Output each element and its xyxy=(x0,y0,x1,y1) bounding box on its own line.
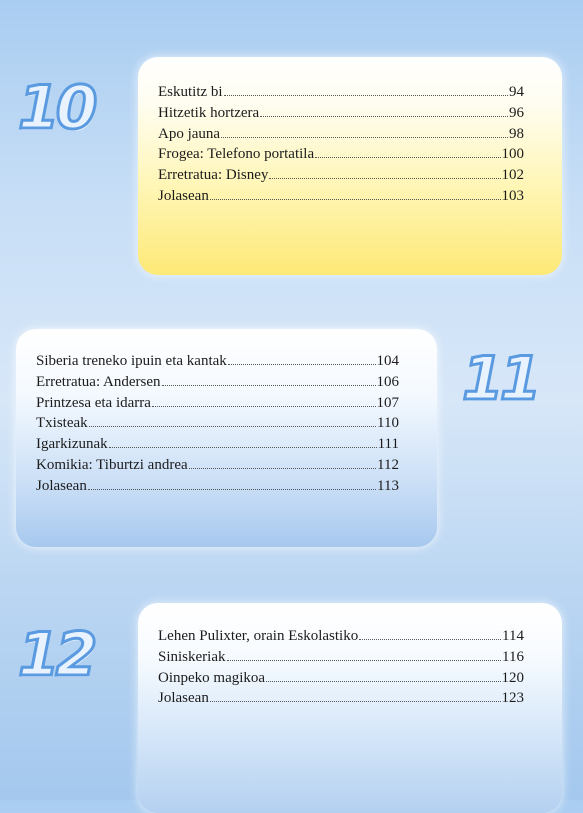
toc-entry[interactable] xyxy=(158,82,524,103)
toc-leader-dots xyxy=(210,199,501,200)
toc-entry[interactable] xyxy=(36,434,399,455)
toc-leader-dots xyxy=(89,426,376,427)
toc-entry-title: Txisteak xyxy=(36,415,88,432)
toc-entry-page: 104 xyxy=(376,353,399,369)
toc-leader-dots xyxy=(210,701,501,702)
toc-leader-dots xyxy=(260,116,508,117)
toc-entry-title: Erretratua: Andersen xyxy=(36,373,161,390)
toc-leader-dots xyxy=(228,364,376,365)
toc-entry-page: 100 xyxy=(501,146,524,163)
toc-entry-page: 107 xyxy=(376,394,399,411)
toc-entry-page: 112 xyxy=(377,456,399,473)
chapter-10-panel xyxy=(138,57,562,275)
toc-entry[interactable] xyxy=(36,372,399,393)
chapter-12-panel xyxy=(138,603,562,813)
toc-entry[interactable] xyxy=(158,144,524,165)
chapter-number-10: 10 xyxy=(18,73,94,143)
toc-entry[interactable] xyxy=(36,476,399,497)
toc-entry[interactable] xyxy=(36,351,399,372)
toc-entry-page: 110 xyxy=(377,415,399,432)
toc-entry[interactable] xyxy=(158,688,524,709)
chapter-10-toc-list xyxy=(158,82,524,207)
toc-entry-page: 98 xyxy=(509,125,524,142)
chapter-11-toc-list xyxy=(36,351,399,497)
chapter-number-12: 12 xyxy=(18,620,94,690)
toc-entry-title: Hitzetik hortzera xyxy=(158,104,260,121)
toc-entry-title: Igarkizunak xyxy=(36,436,108,453)
toc-entry[interactable] xyxy=(158,186,524,207)
toc-leader-dots xyxy=(315,157,500,158)
toc-entry-page: 106 xyxy=(376,373,399,390)
toc-leader-dots xyxy=(152,406,376,407)
toc-entry-page: 114 xyxy=(502,628,524,644)
toc-entry-title: Siniskeriak xyxy=(158,648,226,665)
toc-leader-dots xyxy=(162,385,376,386)
toc-entry-title: Lehen Pulixter, orain Eskolastiko xyxy=(158,628,359,644)
toc-entry-page: 113 xyxy=(377,477,399,494)
toc-entry-page: 96 xyxy=(509,104,524,121)
toc-leader-dots xyxy=(221,137,508,138)
toc-entry[interactable] xyxy=(36,455,399,476)
toc-entry[interactable] xyxy=(158,103,524,124)
toc-entry-title: Apo jauna xyxy=(158,125,221,142)
toc-entry-page: 103 xyxy=(501,187,524,204)
toc-entry[interactable] xyxy=(158,647,524,668)
toc-entry-title: Jolasean xyxy=(158,187,209,204)
toc-entry[interactable] xyxy=(158,668,524,689)
chapter-11-panel xyxy=(16,329,437,547)
toc-leader-dots xyxy=(109,447,377,448)
toc-leader-dots xyxy=(88,489,376,490)
toc-entry-title: Jolasean xyxy=(36,477,87,494)
toc-entry-page: 123 xyxy=(501,690,524,707)
toc-entry[interactable] xyxy=(158,165,524,186)
toc-entry[interactable] xyxy=(36,393,399,414)
toc-leader-dots xyxy=(227,660,502,661)
toc-entry-page: 94 xyxy=(509,84,524,100)
toc-entry-page: 116 xyxy=(502,648,524,665)
toc-entry-title: Siberia treneko ipuin eta kantak xyxy=(36,353,227,369)
toc-leader-dots xyxy=(266,681,500,682)
toc-leader-dots xyxy=(359,639,501,640)
toc-entry-title: Jolasean xyxy=(158,690,209,707)
toc-entry-page: 111 xyxy=(377,436,399,453)
toc-entry[interactable] xyxy=(158,626,524,647)
chapter-12-toc-list xyxy=(158,626,524,709)
toc-leader-dots xyxy=(189,468,376,469)
toc-leader-dots xyxy=(269,178,500,179)
toc-entry[interactable] xyxy=(158,124,524,145)
toc-entry-title: Oinpeko magikoa xyxy=(158,669,266,686)
toc-entry-title: Eskutitz bi xyxy=(158,84,223,100)
toc-entry-page: 102 xyxy=(501,167,524,184)
toc-entry-title: Printzesa eta idarra xyxy=(36,394,151,411)
toc-entry-page: 120 xyxy=(501,669,524,686)
chapter-number-11: 11 xyxy=(462,344,538,414)
toc-entry[interactable] xyxy=(36,413,399,434)
toc-entry-title: Frogea: Telefono portatila xyxy=(158,146,315,163)
toc-leader-dots xyxy=(224,95,508,96)
toc-entry-title: Erretratua: Disney xyxy=(158,167,269,184)
toc-entry-title: Komikia: Tiburtzi andrea xyxy=(36,456,188,473)
